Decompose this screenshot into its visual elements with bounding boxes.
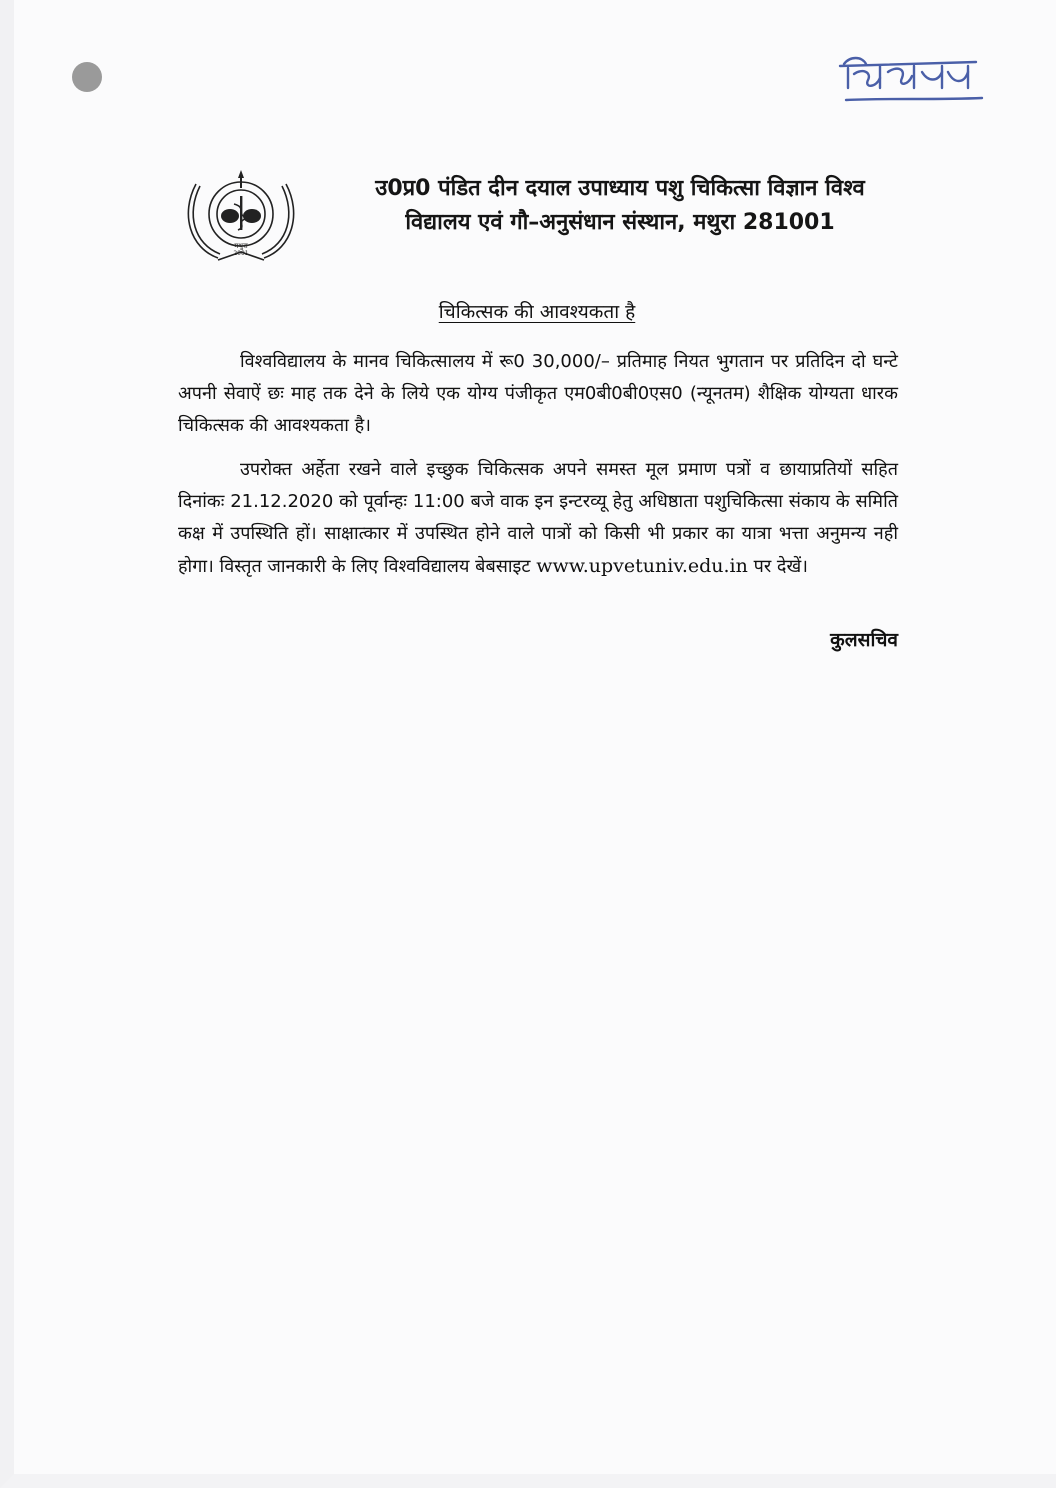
university-seal-icon	[178, 164, 304, 270]
handwritten-note	[836, 38, 986, 108]
header-line-2: विद्यालय एवं गौ–अनुसंधान संस्थान, मथुरा 281001	[405, 210, 835, 235]
university-header	[320, 172, 920, 240]
website-link[interactable]: www.upvetuniv.edu.in	[536, 555, 748, 577]
notice-title	[300, 298, 774, 324]
paragraph-2	[178, 454, 898, 583]
handwritten-vigyapan-icon	[836, 38, 986, 108]
signature-registrar: कुलसचिव	[830, 629, 898, 651]
paragraph-1	[178, 346, 898, 442]
svg-text:मथुरा: मथुरा	[234, 242, 248, 250]
svg-text:2001: 2001	[233, 250, 249, 257]
header-line-1: उ0प्र0 पंडित दीन दयाल उपाध्याय पशु चिकित्सा विज्ञान विश्व	[375, 176, 865, 201]
paragraph-1-text: विश्वविद्यालय के मानव चिकित्सालय में रू0 30,000/– प्रतिमाह नियत भुगतान पर प्रतिदिन दो घन्टे अपनी सेवाऐं छः माह तक देने के लिये एक योग्य पंजीकृत एम0बी0बी0एस0 (न्यूनतम) शैक्षिक योग्यता धारक चिकित्सक की आवश्यकता है।	[178, 351, 898, 436]
punch-hole	[72, 62, 102, 92]
paragraph-2-end: पर देखें।	[753, 556, 809, 577]
university-seal	[178, 164, 304, 270]
paragraph-2-text: उपरोक्त अर्हेता रखने वाले इच्छुक चिकित्सक अपने समस्त मूल प्रमाण पत्रों व छायाप्रतियों सहित दिनांकः 21.12.2020 को पूर्वान्हः 11:00 बजे वाक इन इन्टरव्यू हेतु अधिष्ठाता पशुचिकित्सा संकाय के समिति कक्ष में उपस्थिति हों। साक्षात्कार में उपस्थित होने वाले पात्रों को किसी भी प्रकार का यात्रा भत्ता अनुमन्य नही होगा। विस्तृत जानकारी के लिए विश्वविद्यालय बेबसाइट	[178, 459, 898, 577]
notice-title-text: चिकित्सक की आवश्यकता है	[438, 301, 636, 323]
